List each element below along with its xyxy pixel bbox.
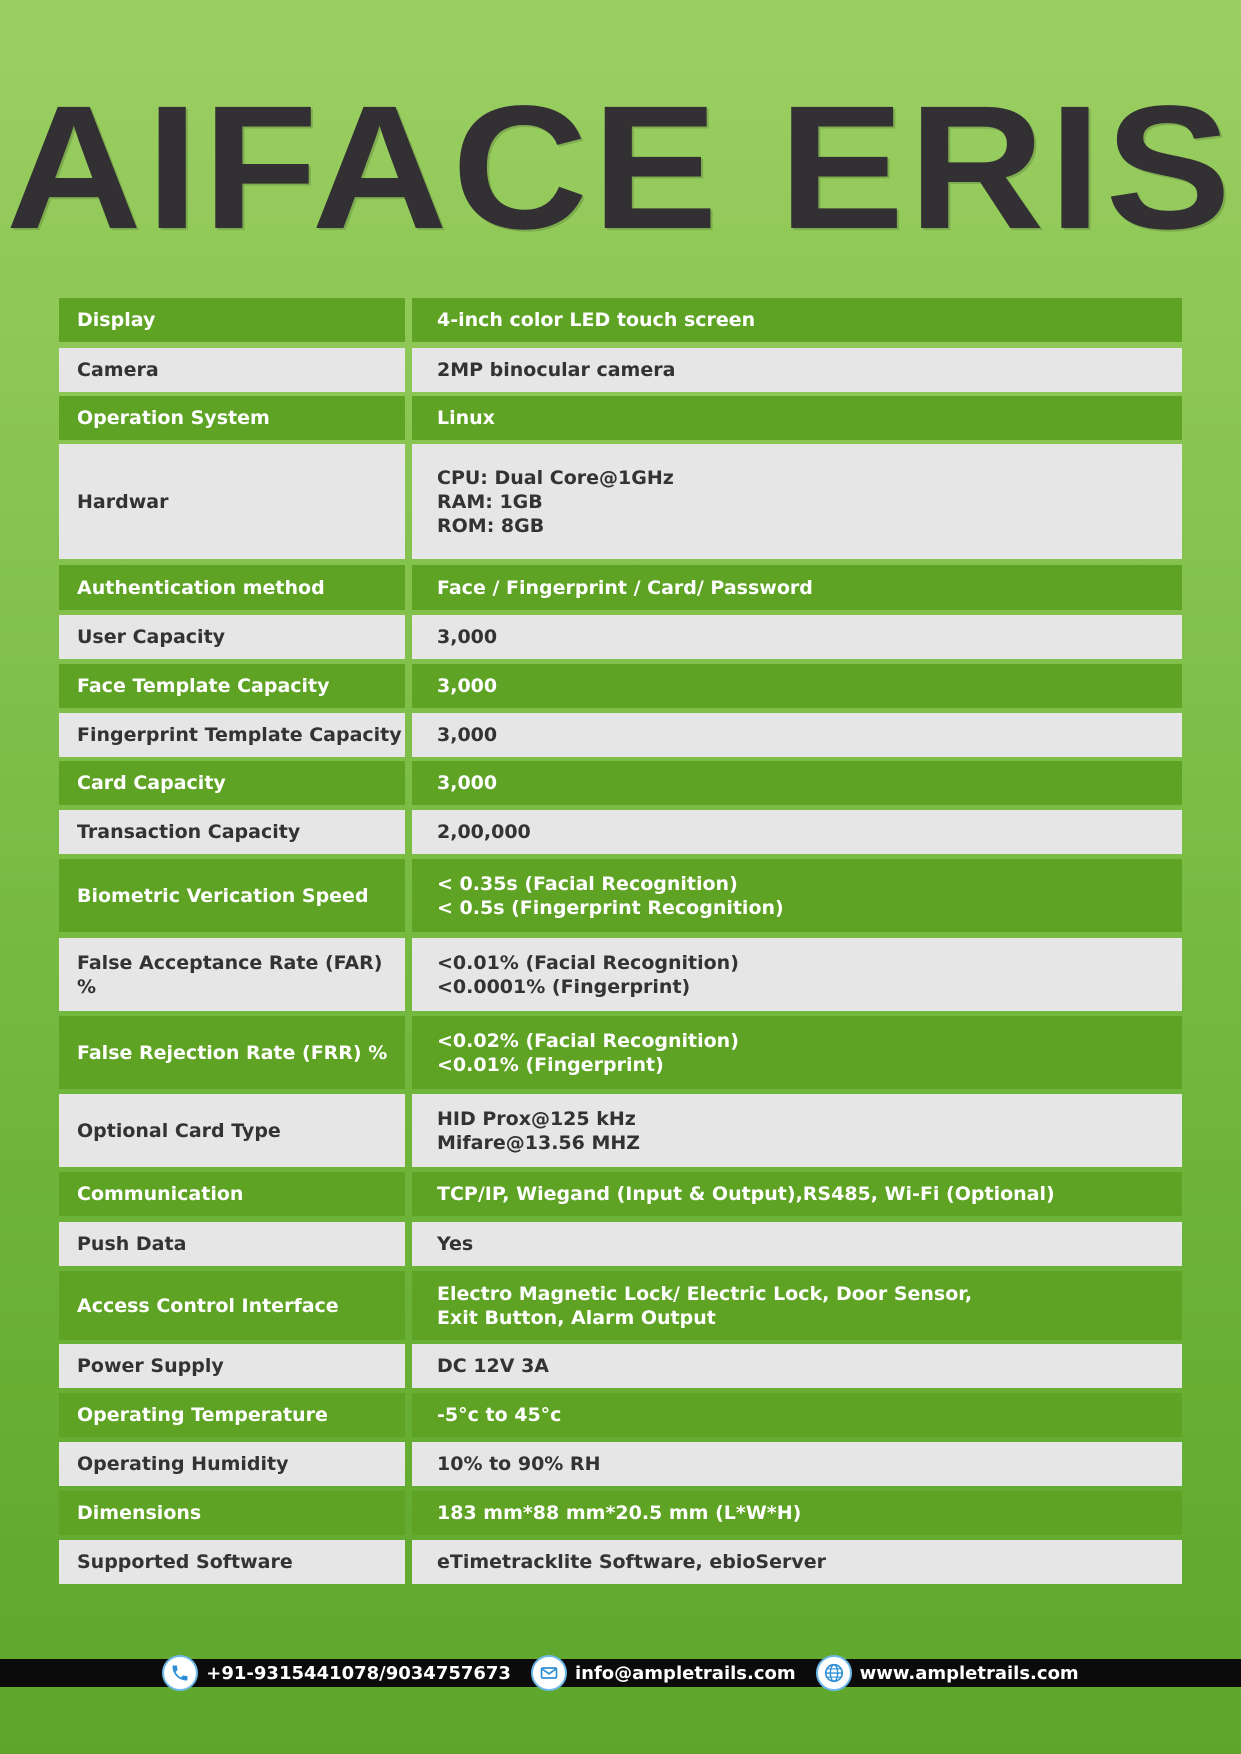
email-address: info@ampletrails.com [574,1662,796,1684]
spec-value [412,565,1182,610]
spec-row [59,396,1182,440]
phone-icon [162,1655,198,1691]
spec-label: Operating Humidity [59,1442,405,1486]
contact-bar [0,1659,1241,1687]
spec-row [59,1222,1182,1266]
spec-value-line: DC 12V 3A [437,1355,550,1377]
spec-label: Power Supply [59,1344,405,1388]
spec-label: Camera [59,348,405,392]
spec-label: Operation System [59,396,405,440]
spec-row [59,1271,1182,1340]
spec-row [59,859,1182,932]
spec-label: Hardwar [59,444,405,559]
spec-value [412,396,1182,440]
spec-label: False Rejection Rate (FRR) % [59,1016,405,1089]
spec-value [412,761,1182,805]
spec-row [59,1491,1182,1535]
spec-label: Face Template Capacity [59,664,405,708]
spec-value [412,1172,1182,1216]
spec-row [59,615,1182,659]
spec-value-line: 3,000 [437,626,498,648]
spec-row [59,348,1182,392]
spec-value-line: -5°c to 45°c [437,1404,562,1426]
spec-table [59,298,1182,1584]
spec-value-line: 3,000 [437,724,498,746]
spec-label: User Capacity [59,615,405,659]
spec-value [412,1393,1182,1437]
spec-value-line: < 0.35s (Facial Recognition) [437,872,738,895]
spec-value-line: 4-inch color LED touch screen [437,309,756,331]
spec-row [59,1540,1182,1584]
spec-value [412,1491,1182,1535]
spec-value-line: 183 mm*88 mm*20.5 mm (L*W*H) [437,1502,802,1524]
spec-row [59,664,1182,708]
mail-icon [531,1655,567,1691]
spec-value-line: 10% to 90% RH [437,1453,601,1475]
spec-value [412,810,1182,854]
spec-value [412,348,1182,392]
spec-value-line: 3,000 [437,772,498,794]
spec-value [412,713,1182,757]
phone-number: +91-9315441078/9034757673 [206,1662,511,1684]
spec-row [59,1344,1182,1388]
spec-label: Dimensions [59,1491,405,1535]
spec-row [59,1172,1182,1216]
spec-row [59,938,1182,1011]
spec-value [412,1016,1182,1089]
globe-icon [816,1655,852,1691]
spec-label: Transaction Capacity [59,810,405,854]
website-contact[interactable] [816,1655,1079,1691]
spec-value [412,938,1182,1011]
product-title [0,70,1241,266]
spec-value [412,1540,1182,1584]
spec-value-line: <0.01% (Facial Recognition) [437,951,739,974]
spec-value-line: eTimetracklite Software, ebioServer [437,1551,827,1573]
website-url: www.ampletrails.com [859,1662,1079,1684]
phone-contact[interactable] [162,1655,511,1691]
spec-label: Biometric Verication Speed [59,859,405,932]
spec-value [412,1094,1182,1167]
spec-value [412,1344,1182,1388]
spec-value [412,664,1182,708]
spec-value-line: <0.02% (Facial Recognition) [437,1029,739,1052]
email-contact[interactable] [531,1655,796,1691]
spec-value [412,859,1182,932]
spec-label: Authentication method [59,565,405,610]
spec-label: Fingerprint Template Capacity [59,713,405,757]
spec-value-line: Mifare@13.56 MHZ [437,1131,641,1154]
spec-value [412,1442,1182,1486]
spec-value-line: Exit Button, Alarm Output [437,1306,716,1329]
spec-value-line: Yes [437,1233,474,1255]
spec-value [412,298,1182,342]
spec-value-line: <0.0001% (Fingerprint) [437,975,691,998]
spec-row [59,298,1182,342]
spec-row [59,1094,1182,1167]
spec-value [412,444,1182,559]
spec-row [59,1016,1182,1089]
spec-value-line: 2MP binocular camera [437,359,676,381]
spec-row [59,1393,1182,1437]
spec-label: Communication [59,1172,405,1216]
spec-value-line: RAM: 1GB [437,490,543,513]
spec-label: Push Data [59,1222,405,1266]
spec-row [59,810,1182,854]
spec-label: Card Capacity [59,761,405,805]
product-title-text: AIFACE ERIS [5,70,1236,266]
spec-value-line: Electro Magnetic Lock/ Electric Lock, Door Sensor, [437,1282,973,1305]
spec-label: Display [59,298,405,342]
spec-label: False Acceptance Rate (FAR) % [59,938,405,1011]
spec-label: Operating Temperature [59,1393,405,1437]
spec-value-line: < 0.5s (Fingerprint Recognition) [437,896,784,919]
spec-value-line: HID Prox@125 kHz [437,1107,636,1130]
spec-value [412,1271,1182,1340]
spec-value [412,615,1182,659]
spec-label: Supported Software [59,1540,405,1584]
spec-row [59,565,1182,610]
spec-value [412,1222,1182,1266]
spec-value-line: 3,000 [437,675,498,697]
spec-row [59,761,1182,805]
spec-label: Access Control Interface [59,1271,405,1340]
spec-value-line: ROM: 8GB [437,514,545,537]
spec-value-line: 2,00,000 [437,821,531,843]
spec-value-line: Linux [437,407,495,429]
spec-row [59,1442,1182,1486]
spec-value-line: <0.01% (Fingerprint) [437,1053,664,1076]
spec-value-line: CPU: Dual Core@1GHz [437,466,674,489]
spec-value-line: Face / Fingerprint / Card/ Password [437,576,813,599]
spec-row [59,713,1182,757]
spec-row [59,444,1182,559]
spec-label: Optional Card Type [59,1094,405,1167]
spec-value-line: TCP/IP, Wiegand (Input & Output),RS485, Wi-Fi (Optional) [437,1183,1055,1205]
